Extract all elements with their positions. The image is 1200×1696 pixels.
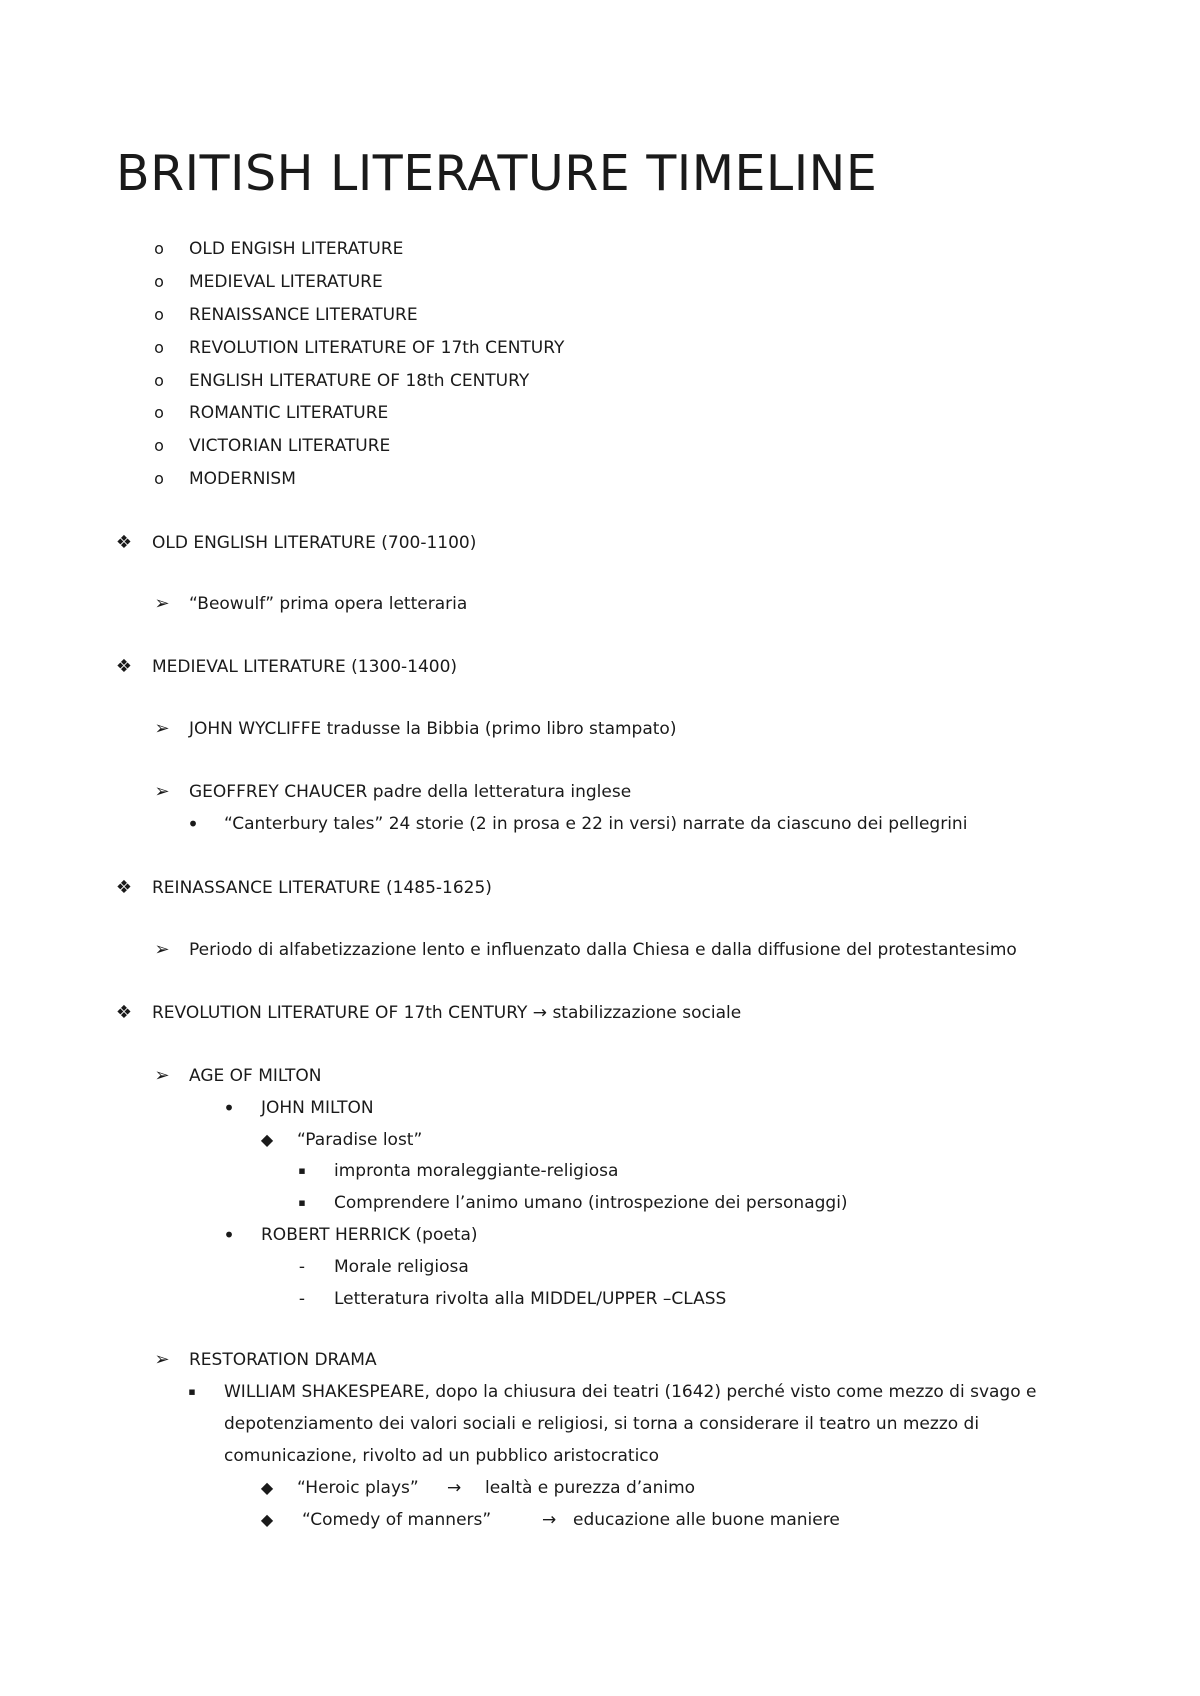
dot-bullet-icon: •: [187, 812, 199, 836]
circle-bullet-icon: o: [154, 272, 164, 291]
section-heading-text: REVOLUTION LITERATURE OF 17th CENTURY: [152, 1003, 528, 1023]
list-item: Comprendere l’animo umano (introspezione dei personaggi): [334, 1193, 848, 1213]
section-heading-revolution: [152, 1001, 741, 1025]
list-item: ROBERT HERRICK (poeta): [261, 1225, 478, 1245]
diamond-bullet-icon: ◆: [260, 1478, 274, 1497]
arrow-bullet-icon: ➢: [154, 718, 170, 739]
list-item: WILLIAM SHAKESPEARE, dopo la chiusura dei teatri (1642) perché visto come mezzo di svago e: [224, 1382, 1037, 1402]
list-item: “Paradise lost”: [297, 1130, 423, 1150]
list-item-note: educazione alle buone maniere: [573, 1510, 840, 1530]
diamond-star-bullet-icon: ❖: [115, 532, 133, 553]
toc-item: MEDIEVAL LITERATURE: [189, 272, 383, 292]
square-bullet-icon: ▪: [298, 1196, 306, 1209]
circle-bullet-icon: o: [154, 239, 164, 258]
toc-item: MODERNISM: [189, 469, 296, 489]
toc-item: ENGLISH LITERATURE OF 18th CENTURY: [189, 371, 530, 391]
arrow-bullet-icon: ➢: [154, 939, 170, 960]
arrow-bullet-icon: ➢: [154, 1349, 170, 1370]
list-item-heroic-plays: “Heroic plays”: [297, 1478, 419, 1498]
diamond-star-bullet-icon: ❖: [115, 656, 133, 677]
dash-bullet-icon: -: [298, 1289, 306, 1309]
right-arrow-icon: →: [532, 1003, 548, 1023]
list-item-comedy-of-manners: “Comedy of manners”: [302, 1510, 492, 1530]
toc-item: REVOLUTION LITERATURE OF 17th CENTURY: [189, 338, 565, 358]
diamond-star-bullet-icon: ❖: [115, 877, 133, 898]
list-item-continuation: depotenziamento dei valori sociali e religiosi, si torna a considerare il teatro un mezzo di: [224, 1414, 980, 1434]
section-heading-note: stabilizzazione sociale: [552, 1003, 742, 1023]
arrow-bullet-icon: ➢: [154, 593, 170, 614]
circle-bullet-icon: o: [154, 403, 164, 422]
circle-bullet-icon: o: [154, 305, 164, 324]
list-item: Letteratura rivolta alla MIDDEL/UPPER –CLASS: [334, 1289, 727, 1309]
list-item: “Canterbury tales” 24 storie (2 in prosa e 22 in versi) narrate da ciascuno dei pellegrini: [224, 814, 968, 834]
right-arrow-icon: →: [542, 1510, 557, 1530]
circle-bullet-icon: o: [154, 338, 164, 357]
arrow-bullet-icon: ➢: [154, 781, 170, 802]
section-heading-medieval: MEDIEVAL LITERATURE (1300-1400): [152, 657, 458, 677]
list-item: “Beowulf” prima opera letteraria: [189, 594, 468, 614]
list-item: GEOFFREY CHAUCER padre della letteratura inglese: [189, 782, 632, 802]
list-item: AGE OF MILTON: [189, 1066, 322, 1086]
right-arrow-icon: →: [447, 1478, 462, 1498]
arrow-bullet-icon: ➢: [154, 1065, 170, 1086]
toc-item: OLD ENGISH LITERATURE: [189, 239, 404, 259]
toc-item: ROMANTIC LITERATURE: [189, 403, 389, 423]
list-item: JOHN WYCLIFFE tradusse la Bibbia (primo libro stampato): [189, 719, 677, 739]
list-item-note: lealtà e purezza d’animo: [485, 1478, 696, 1498]
list-item: Periodo di alfabetizzazione lento e influenzato dalla Chiesa e dalla diffusione del protestantesimo: [189, 940, 1017, 960]
dash-bullet-icon: -: [298, 1257, 306, 1277]
list-item: impronta moraleggiante-religiosa: [334, 1161, 619, 1181]
dot-bullet-icon: •: [223, 1096, 235, 1120]
list-item-continuation: comunicazione, rivolto ad un pubblico aristocratico: [224, 1446, 660, 1466]
diamond-bullet-icon: ◆: [260, 1510, 274, 1529]
list-item: RESTORATION DRAMA: [189, 1350, 377, 1370]
list-item: Morale religiosa: [334, 1257, 469, 1277]
page-title: BRITISH LITERATURE TIMELINE: [116, 145, 878, 202]
square-bullet-icon: ▪: [298, 1164, 306, 1177]
circle-bullet-icon: o: [154, 371, 164, 390]
dot-bullet-icon: •: [223, 1223, 235, 1247]
section-heading-renaissance: REINASSANCE LITERATURE (1485-1625): [152, 878, 492, 898]
section-heading-old-english: OLD ENGLISH LITERATURE (700-1100): [152, 533, 477, 553]
toc-item: RENAISSANCE LITERATURE: [189, 305, 418, 325]
circle-bullet-icon: o: [154, 436, 164, 455]
toc-item: VICTORIAN LITERATURE: [189, 436, 391, 456]
list-item: JOHN MILTON: [261, 1098, 374, 1118]
square-bullet-icon: ▪: [188, 1385, 196, 1398]
diamond-bullet-icon: ◆: [260, 1130, 274, 1149]
circle-bullet-icon: o: [154, 469, 164, 488]
diamond-star-bullet-icon: ❖: [115, 1002, 133, 1023]
